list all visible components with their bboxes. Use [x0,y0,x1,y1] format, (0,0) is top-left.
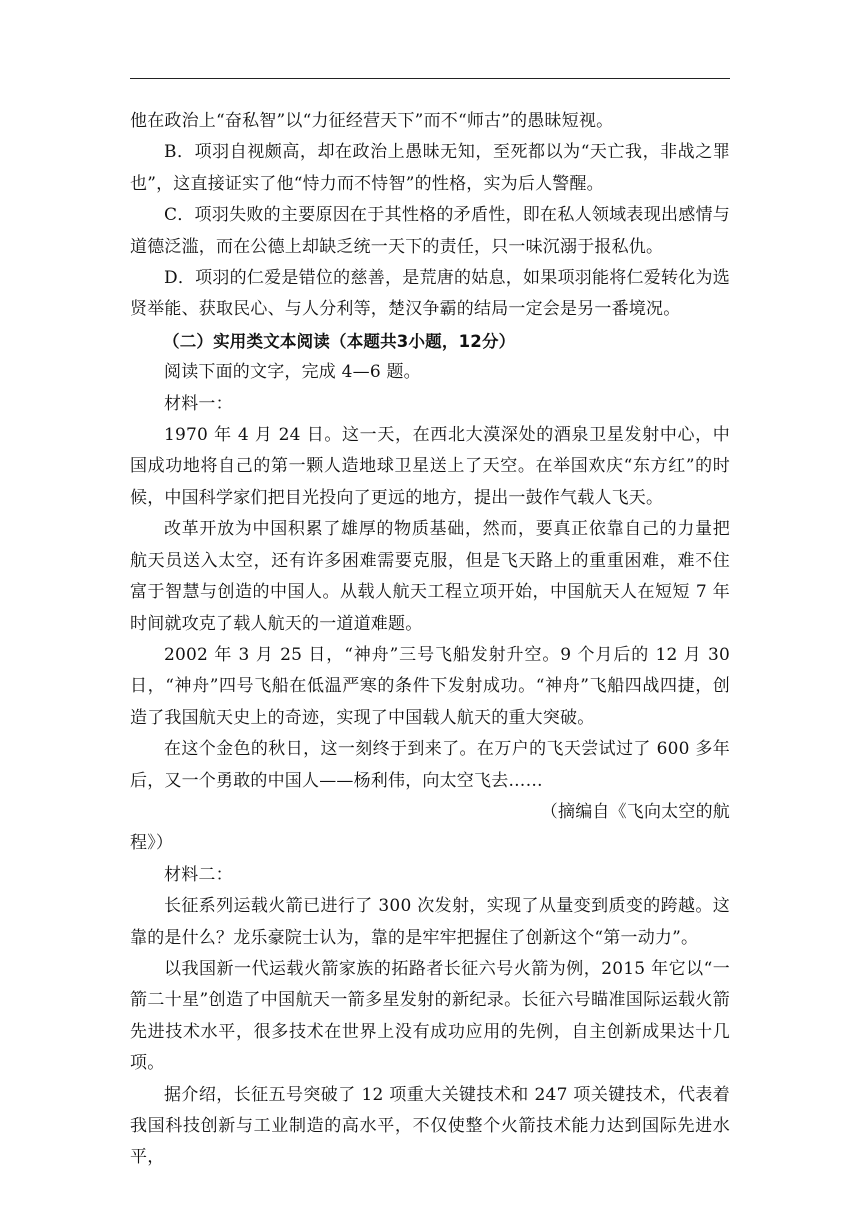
document-body [130,106,730,1174]
option-c: C．项羽失败的主要原因在于其性格的矛盾性，即在私人领域表现出感情与道德泛滥，而在公德上却缺乏统一天下的责任，只一味沉溺于报私仇。 [130,205,730,257]
material-two-paragraph: 据介绍，长征五号突破了 12 项重大关键技术和 247 项关键技术，代表着我国科技创新与工业制造的高水平，不仅使整个火箭技术能力达到国际先进水平， [130,1084,730,1168]
option-d: D．项羽的仁爱是错位的慈善，是荒唐的姑息，如果项羽能将仁爱转化为选贤举能、获取民心、与人分利等，楚汉争霸的结局一定会是另一番境况。 [130,268,730,320]
material-one-paragraph: 2002 年 3 月 25 日，“神舟”三号飞船发射升空。9 个月后的 12 月 30 日，“神舟”四号飞船在低温严寒的条件下发射成功。“神舟”飞船四战四捷，创造了我国航天史上的奇迹，实现了中国载人航天的重大突破。 [130,644,730,728]
source-citation-continued: 程》） [130,833,174,854]
material-one-paragraph: 1970 年 4 月 24 日。这一天，在西北大漠深处的酒泉卫星发射中心，中国成功地将自己的第一颗人造地球卫星送上了天空。在举国欢庆“东方红”的时候，中国科学家们把目光投向了更远的地方，提出一鼓作气载人飞天。 [130,425,730,508]
material-two-paragraph: 以我国新一代运载火箭家族的拓路者长征六号火箭为例，2015 年它以“一箭二十星”创造了中国航天一箭多星发射的新纪录。长征六号瞄准国际运载火箭先进技术水平，很多技术在世界上没有成功应用的先例，自主创新成果达十几项。 [130,958,730,1074]
header-rule [130,78,730,79]
material-two-paragraph: 长征系列运载火箭已进行了 300 次发射，实现了从量变到质变的跨越。这靠的是什么？龙乐豪院士认为，靠的是牢牢把握住了创新这个“第一动力”。 [130,896,730,948]
material-two-label: 材料二： [164,864,233,885]
material-one-paragraph: 在这个金色的秋日，这一刻终于到来了。在万户的飞天尝试过了 600 多年后，又一个勇敢的中国人——杨利伟，向太空飞去…… [130,739,730,791]
source-citation: （摘编自《飞向太空的航 [540,801,730,822]
option-b: B．项羽自视颇高，却在政治上愚昧无知，至死都以为“天亡我，非战之罪也”，这直接证实了他“恃力而不恃智”的性格，实为后人警醒。 [130,142,730,194]
instruction: 阅读下面的文字，完成 4—6 题。 [164,362,421,383]
material-one-label: 材料一： [164,393,233,414]
section-heading: （二）实用类文本阅读（本题共3小题，12分） [163,331,516,351]
continued-paragraph: 他在政治上“奋私智”以“力征经营天下”而不“师古”的愚昧短视。 [130,111,614,131]
document-page [130,0,730,1216]
material-one-paragraph: 改革开放为中国积累了雄厚的物质基础，然而，要真正依靠自己的力量把航天员送入太空，还有许多困难需要克服，但是飞天路上的重重困难，难不住富于智慧与创造的中国人。从载人航天工程立项开始，中国航天人在短短 7 年时间就攻克了载人航天的一道道难题。 [130,519,730,634]
